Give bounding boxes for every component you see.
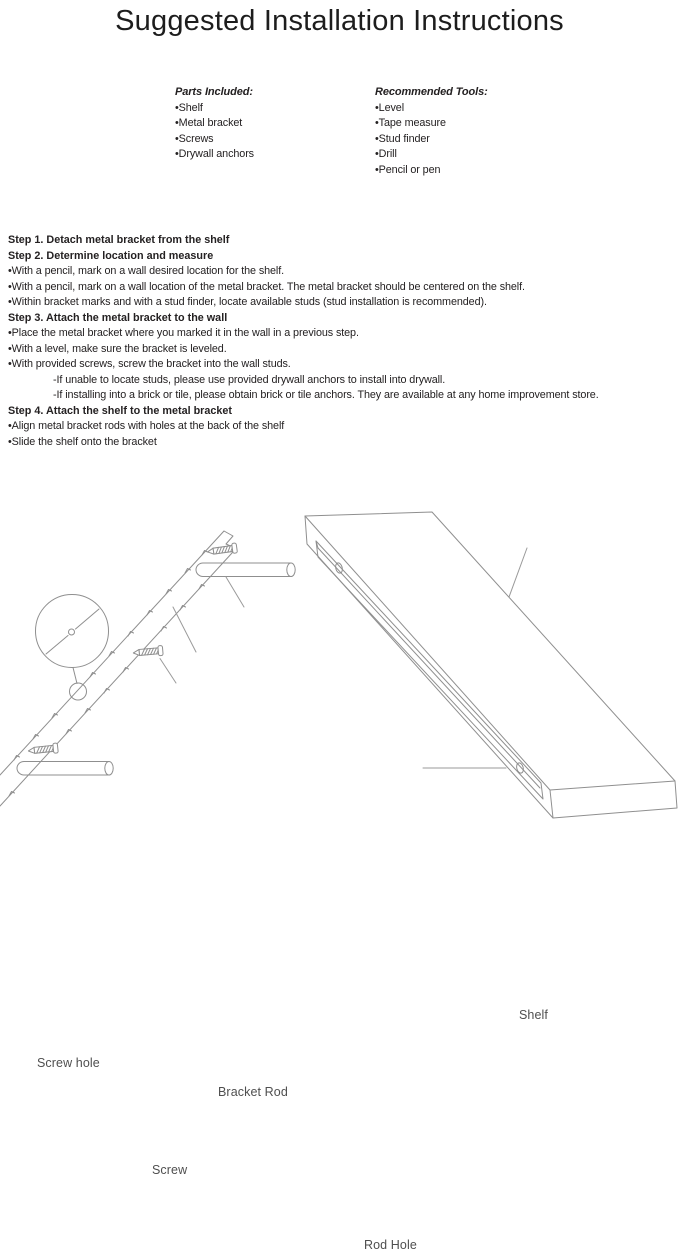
instruction-line: •Place the metal bracket where you marked it in the wall in a previous step. [8,327,359,339]
instruction-line: •Within bracket marks and with a stud finder, locate available studs (stud installation is recommended). [8,296,487,308]
list-item: •Tape measure [375,117,446,130]
bottom-screw-icon [28,743,58,756]
instruction-line: •With a level, make sure the bracket is leveled. [8,342,227,355]
instruction-line: Step 2. Determine location and measure [8,249,214,262]
list-item: •Stud finder [375,132,430,145]
list-item: •Drywall anchors [175,148,254,161]
shelf-drawing [305,512,677,818]
screw-label: Screw [152,1163,188,1177]
bracket-rod-label: Bracket Rod [218,1085,288,1099]
instruction-line: Step 1. Detach metal bracket from the shelf [8,234,230,246]
installation-steps [8,233,676,450]
metal-bracket-drawing [0,531,235,806]
parts-list [175,101,345,163]
rod-hole-label: Rod Hole [364,1238,417,1252]
list-item: •Metal bracket [175,117,243,130]
instruction-line: Step 3. Attach the metal bracket to the wall [8,311,228,324]
list-item: •Pencil or pen [375,163,441,176]
tools-list [375,101,555,179]
diagram-drawing [0,480,679,821]
bracket-rod-top-drawing [196,563,295,577]
list-item: •Screws [175,132,214,145]
instruction-line: •Slide the shelf onto the bracket [8,435,157,448]
instruction-line: •Align metal bracket rods with holes at the back of the shelf [8,420,285,432]
instruction-line: •With a pencil, mark on a wall desired location for the shelf. [8,265,285,277]
instruction-line: Step 4. Attach the shelf to the metal bracket [8,404,232,417]
instruction-line: •With provided screws, screw the bracket into the wall studs. [8,358,291,370]
list-item: •Shelf [175,101,203,114]
list-item: •Level [375,101,404,114]
instruction-line: •With a pencil, mark on a wall location of the metal bracket. The metal bracket should be centered on the shelf. [8,280,525,293]
installation-diagram [0,480,679,1252]
screw-hole-label: Screw hole [37,1056,100,1070]
list-item: •Drill [375,148,397,161]
page-title: Suggested Installation Instructions [115,5,564,37]
tools-heading: Recommended Tools: [375,86,488,98]
screw-hole-magnifier [36,595,109,701]
parts-heading: Parts Included: [175,86,253,98]
parts-included-section [175,85,345,163]
instruction-line: -If installing into a brick or tile, please obtain brick or tile anchors. They are available at any home improvement store. [53,389,599,401]
instruction-line: -If unable to locate studs, please use provided drywall anchors to install into drywall. [53,373,446,386]
recommended-tools-section [375,85,555,179]
bracket-rod-bottom-drawing [17,762,113,776]
shelf-label: Shelf [519,1008,548,1022]
